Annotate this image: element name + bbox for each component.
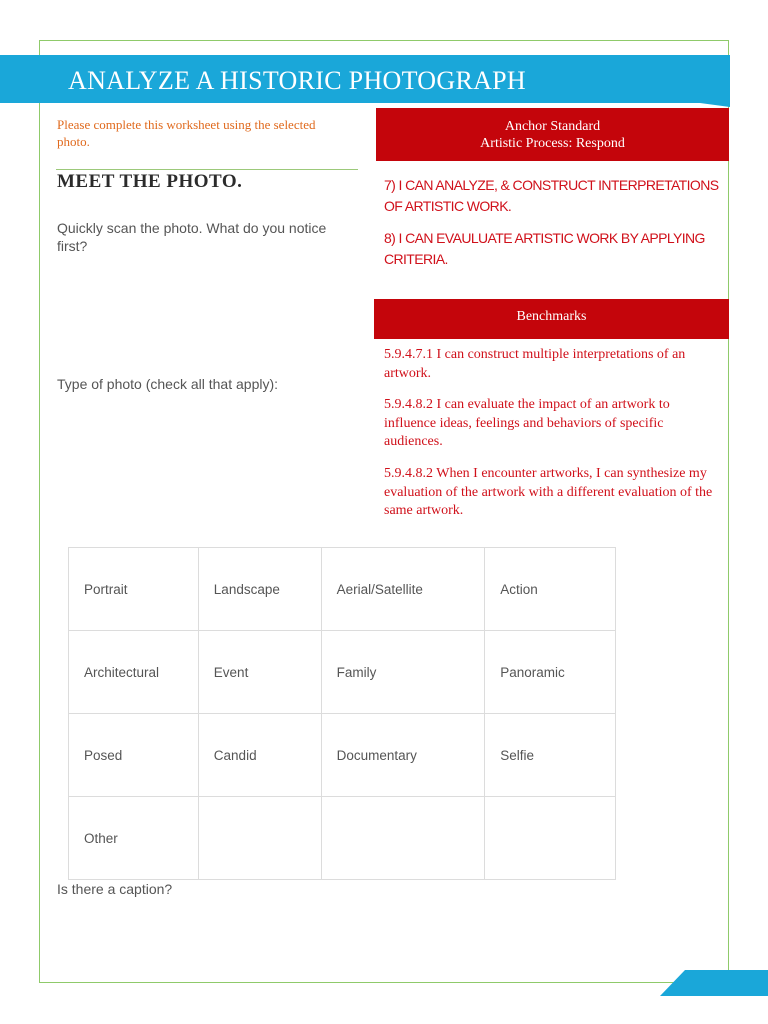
question-scan: Quickly scan the photo. What do you notice first?	[57, 220, 327, 254]
photo-type-option[interactable]: Selfie	[485, 714, 616, 797]
page-title: ANALYZE A HISTORIC PHOTOGRAPH	[68, 66, 527, 95]
empty-cell	[321, 797, 485, 880]
anchor-standard-box	[376, 108, 729, 161]
instructions-text: Please complete this worksheet using the selected photo.	[57, 117, 316, 149]
photo-type-option[interactable]: Candid	[198, 714, 321, 797]
anchor-statement-8: 8) I CAN EVAULUATE ARTISTIC WORK BY APPLYING CRITERIA.	[384, 230, 705, 267]
empty-cell	[198, 797, 321, 880]
photo-type-option[interactable]: Action	[485, 548, 616, 631]
footer-accent	[660, 970, 768, 996]
question-photo-type: Type of photo (check all that apply):	[57, 376, 279, 392]
photo-type-option[interactable]: Architectural	[69, 631, 199, 714]
benchmarks-label: Benchmarks	[516, 309, 587, 324]
benchmark-item: 5.9.4.8.2 I can evaluate the impact of an artwork to influence ideas, feelings and behaviors of specific audiences.	[384, 397, 670, 449]
table-row	[69, 548, 616, 631]
table-row	[69, 631, 616, 714]
anchor-standard-label: Anchor Standard	[504, 119, 601, 134]
empty-cell	[485, 797, 616, 880]
photo-type-option[interactable]: Aerial/Satellite	[321, 548, 485, 631]
photo-type-option[interactable]: Event	[198, 631, 321, 714]
table-row	[69, 714, 616, 797]
table-row	[69, 797, 616, 880]
benchmark-item: 5.9.4.7.1 I can construct multiple interpretations of an artwork.	[384, 347, 686, 381]
photo-type-option[interactable]: Panoramic	[485, 631, 616, 714]
photo-type-option[interactable]: Landscape	[198, 548, 321, 631]
title-banner-notch	[700, 103, 730, 107]
photo-type-option[interactable]: Posed	[69, 714, 199, 797]
benchmark-item: 5.9.4.8.2 When I encounter artworks, I can synthesize my evaluation of the artwork with a different evaluation of the same artwork.	[384, 466, 713, 518]
benchmarks-box	[374, 299, 729, 339]
photo-type-option[interactable]: Documentary	[321, 714, 485, 797]
photo-type-option[interactable]: Portrait	[69, 548, 199, 631]
photo-type-grid	[68, 547, 616, 880]
section-heading: MEET THE PHOTO.	[57, 171, 243, 192]
question-caption: Is there a caption?	[57, 881, 173, 897]
photo-type-option[interactable]: Other	[69, 797, 199, 880]
section-divider	[56, 169, 358, 170]
artistic-process-label: Artistic Process: Respond	[480, 136, 625, 151]
anchor-statement-7: 7) I CAN ANALYZE, & CONSTRUCT INTERPRETATIONS OF ARTISTIC WORK.	[384, 177, 719, 214]
photo-type-option[interactable]: Family	[321, 631, 485, 714]
